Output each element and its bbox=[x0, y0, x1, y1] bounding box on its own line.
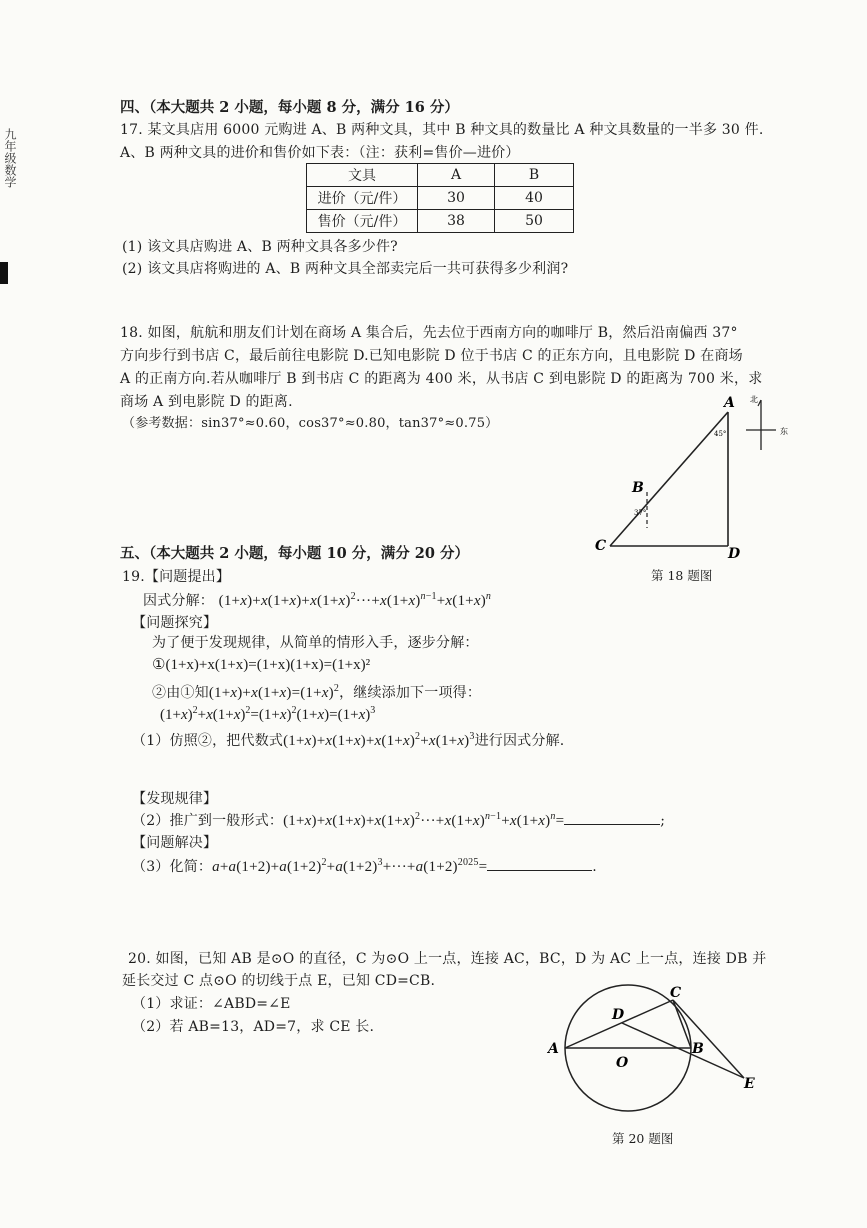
q19-step2-mid: ，继续添加下一项得： bbox=[339, 685, 482, 701]
q19-step2-result: $(1+x)^2+x(1+x)^2=(1+x)^2(1+x)=(1+x)^3$ bbox=[160, 705, 376, 723]
angle-37-label: 37° bbox=[634, 509, 647, 517]
q20-line2: 延长交过 C 点⊙O 的切线于点 E，已知 CD=CB. bbox=[122, 973, 436, 989]
table-cell: 40 bbox=[495, 187, 574, 210]
table-header-cell: A bbox=[418, 164, 495, 187]
q19-factor-label: 因式分解： bbox=[143, 593, 214, 609]
q17-sub1: (1) 该文具店购进 A、B 两种文具各多少件? bbox=[122, 239, 398, 255]
line-db-e bbox=[622, 1023, 744, 1078]
figure-20 bbox=[540, 975, 770, 1125]
q17-sub2: (2) 该文具店将购进的 A、B 两种文具全部卖完后一共可获得多少利润? bbox=[122, 261, 569, 277]
q18-line4: 商场 A 到电影院 D 的距离. bbox=[120, 394, 293, 410]
side-margin-label: 九年级数学 bbox=[3, 128, 17, 188]
figure-20-caption: 第 20 题图 bbox=[612, 1131, 674, 1146]
q19-step2-prefix: ②由①知 bbox=[152, 685, 209, 701]
table-cell: 38 bbox=[418, 210, 495, 233]
table-header-row bbox=[307, 164, 574, 187]
q19-sub2-label: （2）推广到一般形式： bbox=[132, 813, 284, 829]
q19-sub3-label: （3）化简： bbox=[132, 859, 213, 875]
q20-sub1: （1）求证：∠ABD=∠E bbox=[132, 996, 291, 1012]
q18-line2: 方向步行到书店 C，最后前往电影院 D.已知电影院 D 位于书店 C 的正东方向，且电影院 D 在商场 bbox=[120, 348, 743, 364]
q19-sub1-row: （1）仿照②，把代数式$(1+x)+x(1+x)+x(1+x)^2+x(1+x)^3$进行因式分解. bbox=[132, 731, 565, 749]
label-e: E bbox=[744, 1076, 755, 1092]
answer-blank-2[interactable] bbox=[564, 824, 660, 825]
q19-solve-heading: 【问题解决】 bbox=[132, 835, 218, 851]
chord-bc bbox=[673, 1000, 691, 1048]
table-cell: 50 bbox=[495, 210, 574, 233]
q19-factor-row bbox=[143, 590, 491, 610]
label-d: D bbox=[728, 546, 741, 562]
compass-north-label: 北 bbox=[750, 395, 758, 404]
q20-sub2: （2）若 AB=13，AD=7，求 CE 长. bbox=[132, 1019, 375, 1035]
q19-explore-heading: 【问题探究】 bbox=[132, 615, 218, 631]
q20-line1: 20. 如图，已知 AB 是⊙O 的直径，C 为⊙O 上一点，连接 AC，BC，D 为 AC 上一点，连接 DB 并 bbox=[128, 951, 767, 967]
tangent-ce bbox=[673, 1000, 744, 1078]
q18-line3: A 的正南方向.若从咖啡厅 B 到书店 C 的距离为 400 米，从书店 C 到电影院 D 的距离为 700 米，求 bbox=[120, 371, 763, 387]
table-header-cell: 文具 bbox=[307, 164, 418, 187]
segment-ab-bc-line bbox=[610, 412, 728, 546]
table-header-cell: B bbox=[495, 164, 574, 187]
q19-discover-heading: 【发现规律】 bbox=[132, 791, 218, 807]
binding-mark bbox=[0, 262, 8, 284]
q19-sub3-row: （3）化简：$a+a(1+2)+a(1+2)^2+a(1+2)^3+\cdot\cdot\cdot+a(1+2)^{2025}=$ . bbox=[132, 857, 597, 875]
q17-line2: A、B 两种文具的进价和售价如下表：（注：获利=售价—进价） bbox=[120, 145, 520, 161]
label-o: O bbox=[616, 1055, 629, 1071]
q19-step2-row: ②由①知$(1+x)+x(1+x)=(1+x)^2$，继续添加下一项得： bbox=[152, 683, 482, 701]
section-4-heading: 四、（本大题共 2 小题，每小题 8 分，满分 16 分） bbox=[120, 99, 459, 116]
q19-expression: $(1+x)+x(1+x)+x(1+x)^2\cdot\cdot\cdot+x(1+x)^{n-1}+x(1+x)^n$ bbox=[218, 591, 492, 609]
q18-reference-data: （参考数据：sin37°≈0.60，cos37°≈0.80，tan37°≈0.75） bbox=[122, 416, 499, 431]
label-c: C bbox=[670, 985, 682, 1001]
label-b: B bbox=[632, 480, 644, 496]
q19-sub1-b: 进行因式分解. bbox=[474, 733, 565, 749]
compass-east-label: 东 bbox=[780, 427, 788, 436]
q19-step1: ①(1+x)+x(1+x)=(1+x)(1+x)=(1+x)² bbox=[152, 657, 371, 673]
table-row bbox=[307, 187, 574, 210]
label-a: A bbox=[724, 395, 735, 411]
label-a: A bbox=[548, 1041, 559, 1057]
table-row bbox=[307, 210, 574, 233]
q19-title: 19.【问题提出】 bbox=[122, 569, 231, 585]
price-table bbox=[306, 163, 574, 233]
table-cell: 进价（元/件） bbox=[307, 187, 418, 210]
angle-45-label: 45° bbox=[714, 430, 727, 438]
q17-line1: 17. 某文具店用 6000 元购进 A、B 两种文具，其中 B 种文具的数量比 A 种文具数量的一半多 30 件. bbox=[120, 122, 764, 138]
figure-18 bbox=[590, 390, 800, 590]
table-cell: 30 bbox=[418, 187, 495, 210]
label-c: C bbox=[595, 538, 607, 554]
q18-line1: 18. 如图，航航和朋友们计划在商场 A 集合后，先去位于西南方向的咖啡厅 B，然后沿南偏西 37° bbox=[120, 325, 738, 341]
q19-explore-text: 为了便于发现规律，从简单的情形入手，逐步分解： bbox=[152, 635, 479, 651]
q19-sub1-a: （1）仿照②，把代数式 bbox=[132, 733, 284, 749]
figure-18-caption: 第 18 题图 bbox=[651, 568, 713, 583]
label-d: D bbox=[612, 1007, 625, 1023]
table-cell: 售价（元/件） bbox=[307, 210, 418, 233]
section-5-heading: 五、（本大题共 2 小题，每小题 10 分，满分 20 分） bbox=[120, 545, 469, 562]
answer-blank-3[interactable] bbox=[487, 870, 592, 871]
q19-sub2-row: （2）推广到一般形式：$(1+x)+x(1+x)+x(1+x)^2\cdot\cdot\cdot+x(1+x)^{n-1}+x(1+x)^n=$ ; bbox=[132, 811, 666, 829]
label-b: B bbox=[692, 1041, 704, 1057]
